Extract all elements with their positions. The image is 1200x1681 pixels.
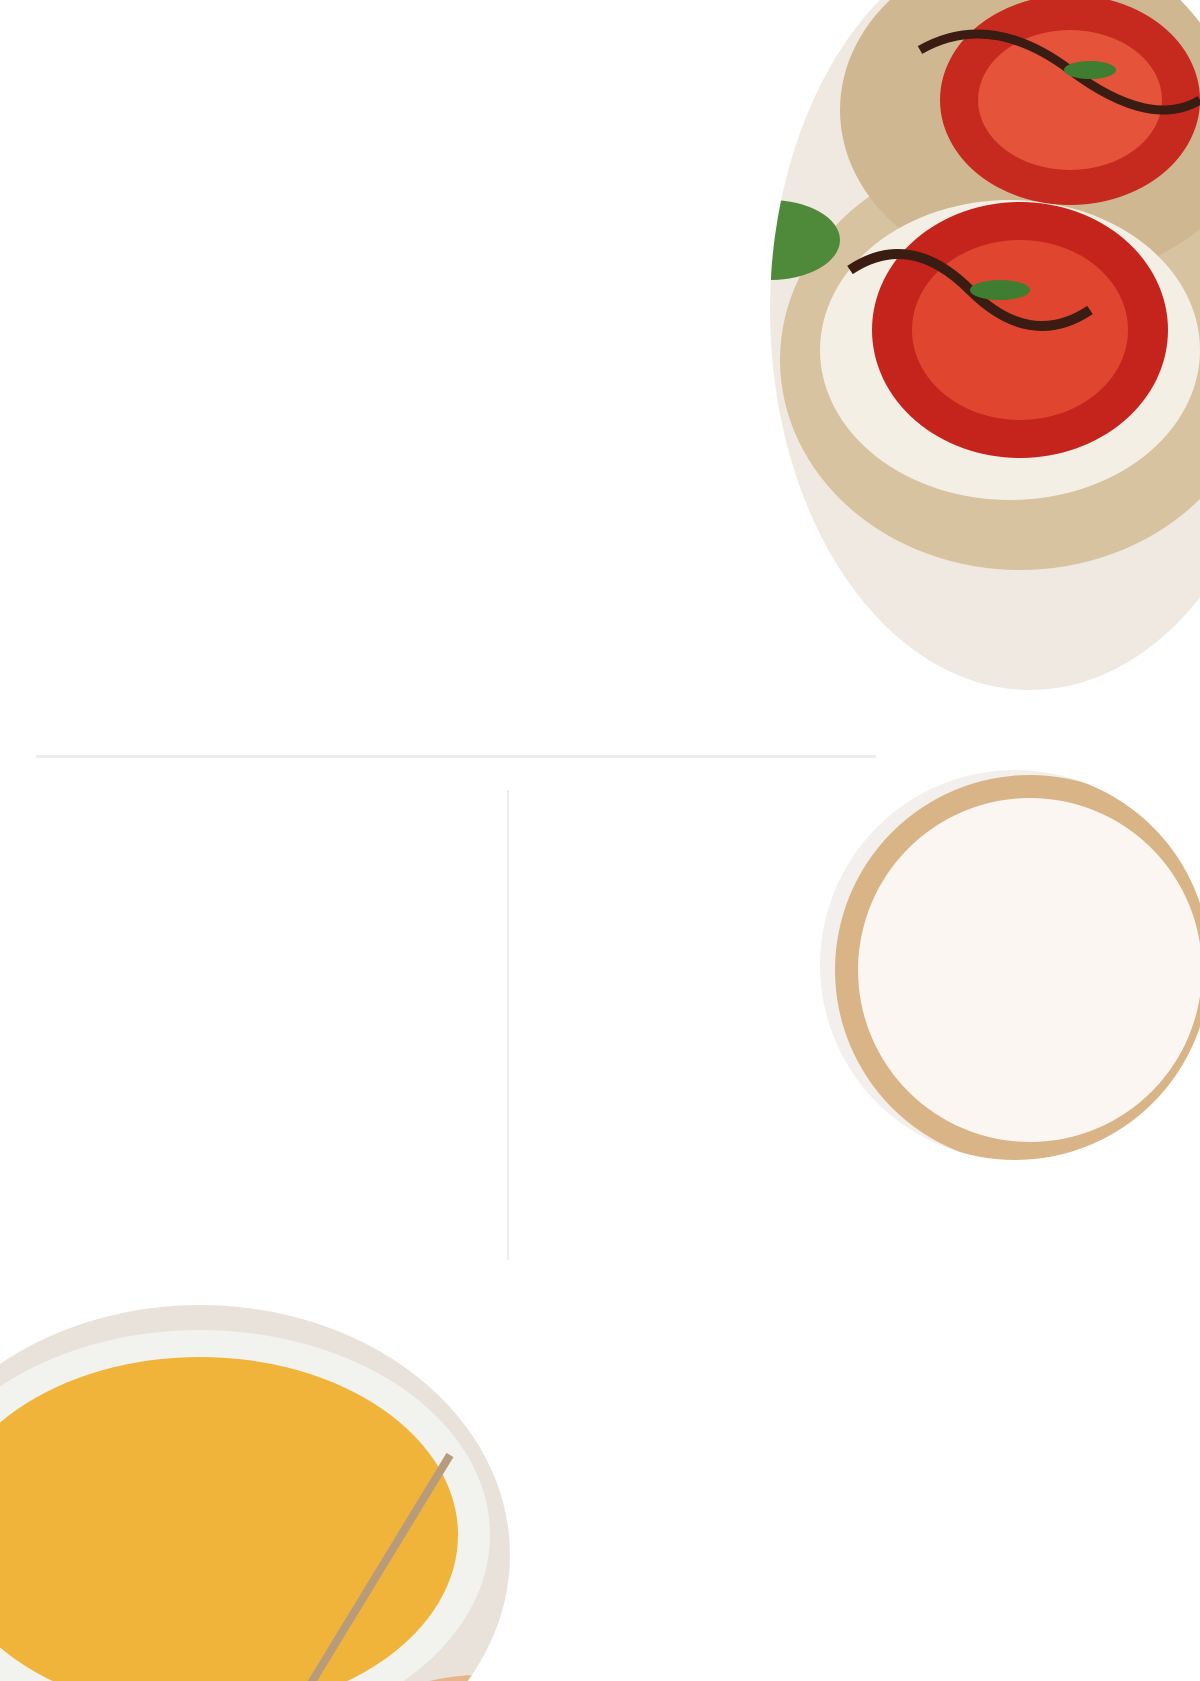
horizontal-divider — [36, 755, 876, 758]
corn-salad-photo — [0, 1305, 510, 1681]
berry-tart-photo — [820, 770, 1200, 1160]
chicken-caprese-photo — [770, 0, 1200, 690]
berry-tart-directions — [532, 1233, 1172, 1250]
chicken-ingredients — [40, 354, 310, 371]
vertical-divider — [507, 790, 509, 1260]
corn-salad-content — [40, 830, 500, 847]
